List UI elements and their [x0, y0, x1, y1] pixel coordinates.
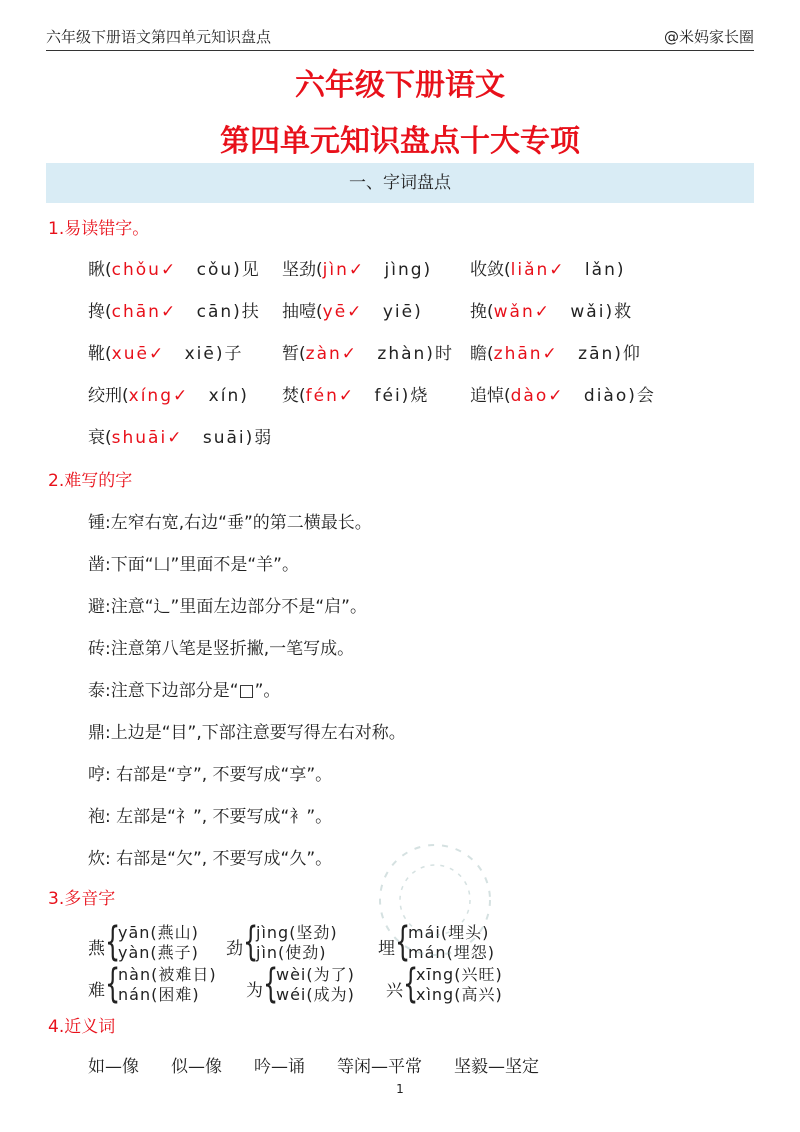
writing-note: 袍: 左部是“礻”, 不要写成“衤”。 [88, 807, 333, 827]
correct-pinyin: yē [322, 302, 348, 322]
brace-icon: { [263, 961, 279, 1007]
misread-char: 抽噎( [282, 302, 323, 322]
reading: jìn(使劲) [256, 943, 327, 962]
page-header [46, 24, 754, 51]
misread-char: 焚( [282, 386, 306, 406]
reading: mái(埋头) [408, 923, 490, 942]
writing-note: 泰:注意下边部分是“□”。 [88, 681, 281, 701]
wrong-pinyin: xiē)子 [177, 344, 244, 364]
writing-note: 凿:下面“凵”里面不是“羊”。 [88, 555, 299, 575]
correct-pinyin: xíng [128, 386, 173, 406]
check-icon: ✓ [160, 260, 176, 280]
misread-item [88, 297, 261, 322]
doc-title-line1: 六年级下册语文 [295, 68, 505, 103]
section3-heading: 3.多音字 [48, 889, 116, 909]
correct-pinyin: fén [305, 386, 339, 406]
misread-item [88, 339, 243, 364]
reading: jìng(坚劲) [256, 923, 338, 942]
misread-item [282, 255, 432, 280]
misread-item [88, 381, 249, 406]
section-band: 一、字词盘点 [46, 163, 754, 203]
misread-char: 收敛( [470, 260, 511, 280]
misread-char: 靴( [88, 344, 112, 364]
misread-item [282, 297, 423, 322]
polyphone-char: 难 [88, 981, 105, 1001]
brace-icon: { [395, 919, 411, 965]
misread-item [88, 255, 261, 280]
page-number: 1 [396, 1082, 404, 1096]
synonym-list [88, 1052, 571, 1077]
misread-char: 绞刑( [88, 386, 129, 406]
reading: xìng(高兴) [416, 985, 503, 1004]
misread-char: 追悼( [470, 386, 511, 406]
correct-pinyin: chān [111, 302, 161, 322]
reading: nàn(被难日) [118, 965, 217, 984]
check-icon: ✓ [338, 386, 354, 406]
check-icon: ✓ [548, 386, 563, 406]
correct-pinyin: shuāi [111, 428, 168, 448]
synonym-pair: 坚毅—坚定 [454, 1057, 539, 1077]
header-author: @米妈家长圈 [663, 28, 754, 46]
misread-char: 坚劲( [282, 260, 323, 280]
correct-pinyin: wǎn [493, 302, 535, 322]
wrong-pinyin: féi)烧 [367, 386, 430, 406]
synonym-pair: 吟—诵 [254, 1057, 305, 1077]
misread-item [282, 381, 429, 406]
correct-pinyin: liǎn [510, 260, 550, 280]
writing-note: 鼎:上边是“目”,下部注意要写得左右对称。 [88, 723, 406, 743]
check-icon: ✓ [549, 260, 564, 280]
brace-icon: { [105, 961, 121, 1007]
check-icon: ✓ [348, 260, 364, 280]
misread-item [470, 339, 642, 364]
misread-item [88, 423, 273, 448]
check-icon: ✓ [341, 344, 357, 364]
misread-char: 挽( [470, 302, 494, 322]
check-icon: ✓ [347, 302, 362, 322]
correct-pinyin: xuē [111, 344, 149, 364]
wrong-pinyin: suāi)弱 [195, 428, 274, 448]
section1-heading: 1.易读错字。 [48, 219, 150, 239]
check-icon: ✓ [148, 344, 164, 364]
wrong-pinyin: zān)仰 [570, 344, 642, 364]
reading: wéi(成为) [276, 985, 355, 1004]
section4-heading: 4.近义词 [48, 1017, 116, 1037]
misread-char: 瞅( [88, 260, 112, 280]
wrong-pinyin: wǎi)救 [563, 302, 634, 322]
watermark-stamp [370, 835, 500, 965]
brace-icon: { [243, 919, 259, 965]
correct-pinyin: jìn [322, 260, 349, 280]
check-icon: ✓ [542, 344, 557, 364]
wrong-pinyin: jìng) [377, 260, 433, 280]
section2-heading: 2.难写的字 [48, 471, 133, 491]
check-icon: ✓ [160, 302, 176, 322]
writing-note: 避:注意“辶”里面左边部分不是“启”。 [88, 597, 367, 617]
misread-char: 瞻( [470, 344, 494, 364]
misread-item [470, 255, 625, 280]
reading: wèi(为了) [276, 965, 355, 984]
polyphone-char: 为 [246, 981, 263, 1001]
wrong-pinyin: lǎn) [577, 260, 626, 280]
misread-char: 暂( [282, 344, 306, 364]
synonym-pair: 等闲—平常 [337, 1057, 422, 1077]
wrong-pinyin: xín) [201, 386, 249, 406]
wrong-pinyin: zhàn)时 [370, 344, 454, 364]
check-icon: ✓ [167, 428, 182, 448]
misread-item [282, 339, 454, 364]
brace-icon: { [403, 961, 419, 1007]
correct-pinyin: zàn [305, 344, 342, 364]
reading: yān(燕山) [118, 923, 199, 942]
check-icon: ✓ [534, 302, 549, 322]
synonym-pair: 似—像 [171, 1057, 222, 1077]
writing-note: 砖:注意第八笔是竖折撇,一笔写成。 [88, 639, 355, 659]
misread-item [470, 381, 656, 406]
misread-item [470, 297, 633, 322]
correct-pinyin: zhān [493, 344, 543, 364]
brace-icon: { [105, 919, 121, 965]
header-title: 六年级下册语文第四单元知识盘点 [46, 28, 272, 46]
check-icon: ✓ [173, 386, 188, 406]
synonym-pair: 如—像 [88, 1057, 139, 1077]
doc-title-line2: 第四单元知识盘点十大专项 [220, 124, 580, 159]
correct-pinyin: chǒu [111, 260, 161, 280]
reading: xīng(兴旺) [416, 965, 503, 984]
writing-note: 锺:左窄右宽,右边“垂”的第二横最长。 [88, 513, 372, 533]
polyphone-char: 燕 [88, 939, 105, 959]
wrong-pinyin: yiē) [375, 302, 423, 322]
polyphone-char: 兴 [386, 981, 403, 1001]
reading: mán(埋怨) [408, 943, 496, 962]
wrong-pinyin: cān)扶 [189, 302, 261, 322]
polyphone-char: 劲 [226, 939, 243, 959]
reading: yàn(燕子) [118, 943, 199, 962]
wrong-pinyin: cǒu)见 [189, 260, 261, 280]
writing-note: 哼: 右部是“亨”, 不要写成“享”。 [88, 765, 333, 785]
wrong-pinyin: diào)会 [576, 386, 656, 406]
writing-note: 炊: 右部是“欠”, 不要写成“久”。 [88, 849, 333, 869]
polyphone-char: 埋 [378, 939, 395, 959]
misread-char: 衰( [88, 428, 112, 448]
correct-pinyin: dào [510, 386, 549, 406]
misread-char: 搀( [88, 302, 112, 322]
reading: nán(困难) [118, 985, 200, 1004]
